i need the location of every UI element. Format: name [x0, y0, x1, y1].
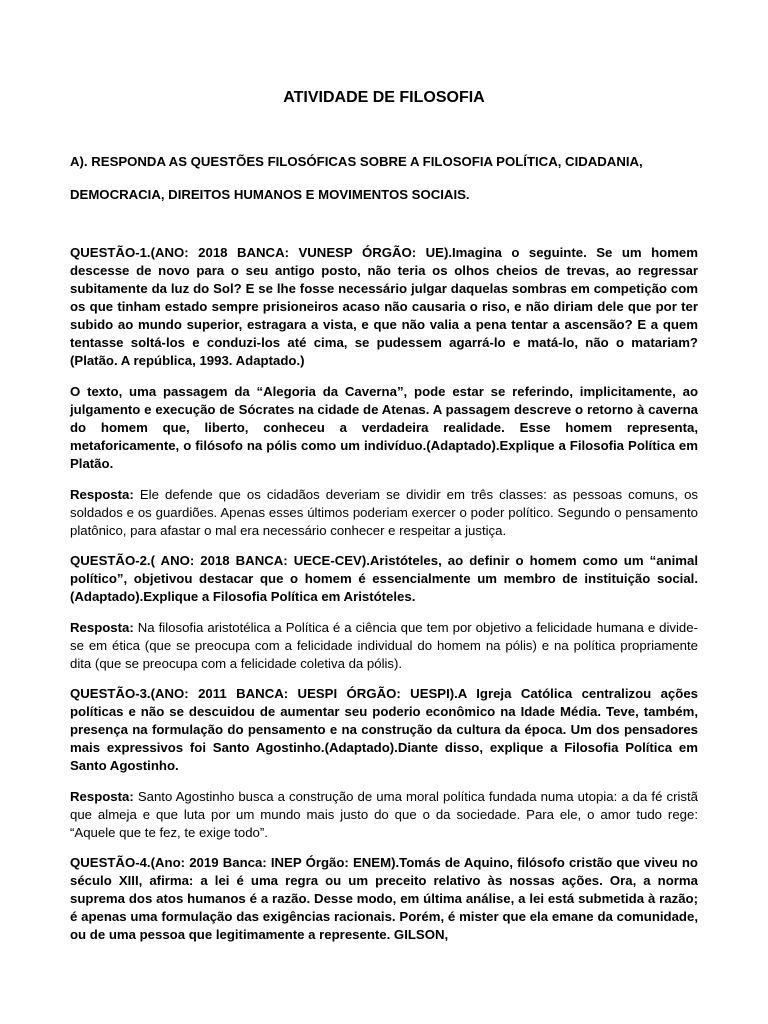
answer-3 — [70, 788, 698, 842]
answer-label: Resposta: — [70, 789, 134, 804]
answer-2-text: Na filosofia aristotélica a Política é a ciência que tem por objetivo a felicidade humana e divide-se em ética (que se preocupa com a felicidade individual do homem na pólis) e na política propriamente dita (que se preocupa com a felicidade coletiva da pólis). — [70, 620, 698, 671]
instruction-line-2: DEMOCRACIA, DIREITOS HUMANOS E MOVIMENTOS SOCIAIS. — [70, 187, 470, 202]
answer-1-text: Ele defende que os cidadãos deveriam se dividir em três classes: as pessoas comuns, os soldados e os guardiões. Apenas esses últimos poderiam exercer o poder político. Segundo o pensamento platônico, para afastar o mal era necessário conhecer e respeitar a justiça. — [70, 487, 699, 538]
question-3-text: QUESTÃO-3.(ANO: 2011 BANCA: UESPI ÓRGÃO: UESPI).A Igreja Católica centralizou ações políticas e não se descuidou de aumentar seu poderio econômico na Idade Média. Teve, também, presença na formulação do pensamento e na construção da cultura da época. Um dos pensadores mais expressivos foi Santo Agostinho.(Adaptado).Diante disso, explique a Filosofia Política em Santo Agostinho. — [70, 686, 698, 773]
answer-label: Resposta: — [70, 620, 134, 635]
questions-section — [70, 244, 698, 944]
answer-2 — [70, 619, 698, 673]
instruction-line-1: A). RESPONDA AS QUESTÕES FILOSÓFICAS SOBRE A FILOSOFIA POLÍTICA, CIDADANIA, — [70, 154, 643, 169]
question-2-text: QUESTÃO-2.( ANO: 2018 BANCA: UECE-CEV).Aristóteles, ao definir o homem como um “animal político”, objetivou destacar que o homem é essencialmente um membro de instituição social.(Adaptado).Explique a Filosofia Política em Aristóteles. — [70, 553, 698, 604]
answer-1 — [70, 486, 698, 540]
question-1-context: O texto, uma passagem da “Alegoria da Caverna”, pode estar se referindo, implicitamente, ao julgamento e execução de Sócrates na cidade de Atenas. A passagem descreve o retorno à caverna do homem que, liberto, conheceu a verdadeira realidade. Esse homem representa, metaforicamente, o filósofo na pólis como um indivíduo.(Adaptado).Explique a Filosofia Política em Platão. — [70, 384, 698, 471]
answer-3-text: Santo Agostinho busca a construção de uma moral política fundada numa utopia: a da fé cristã que almeja e que luta por um mundo mais justo do que o da sociedade. Para ele, o amor tudo rege: “Aquele que te fez, te exige todo”. — [70, 789, 698, 840]
answer-label: Resposta: — [70, 487, 134, 502]
page-title: ATIVIDADE DE FILOSOFIA — [283, 89, 485, 106]
question-1-text: QUESTÃO-1.(ANO: 2018 BANCA: VUNESP ÓRGÃO: UE).Imagina o seguinte. Se um homem descesse de novo para o seu antigo posto, não teria os olhos cheios de trevas, ao regressar subitamente da luz do Sol? E se lhe fosse necessário julgar daquelas sombras em competição com os que tinham estado sempre prisioneiros acaso não causaria o riso, e não diriam dele que por ter subido ao mundo superior, estragara a vista, e que não valia a pena tentar a ascensão? E a quem tentasse soltá-los e conduzi-los até cima, se pudessem agarrá-lo e matá-lo, não o matariam?(Platão. A república, 1993. Adaptado.) — [70, 245, 698, 368]
question-4-text: QUESTÃO-4.(Ano: 2019 Banca: INEP Órgão: ENEM).Tomás de Aquino, filósofo cristão que viveu no século XIII, afirma: a lei é uma regra ou um preceito relativo às nossas ações. Ora, a norma suprema dos atos humanos é a razão. Desse modo, em última análise, a lei está submetida à razão; é apenas uma formulação das exigências racionais. Porém, é mister que ela emane da comunidade, ou de uma pessoa que legitimamente a represente. GILSON, — [70, 855, 698, 942]
